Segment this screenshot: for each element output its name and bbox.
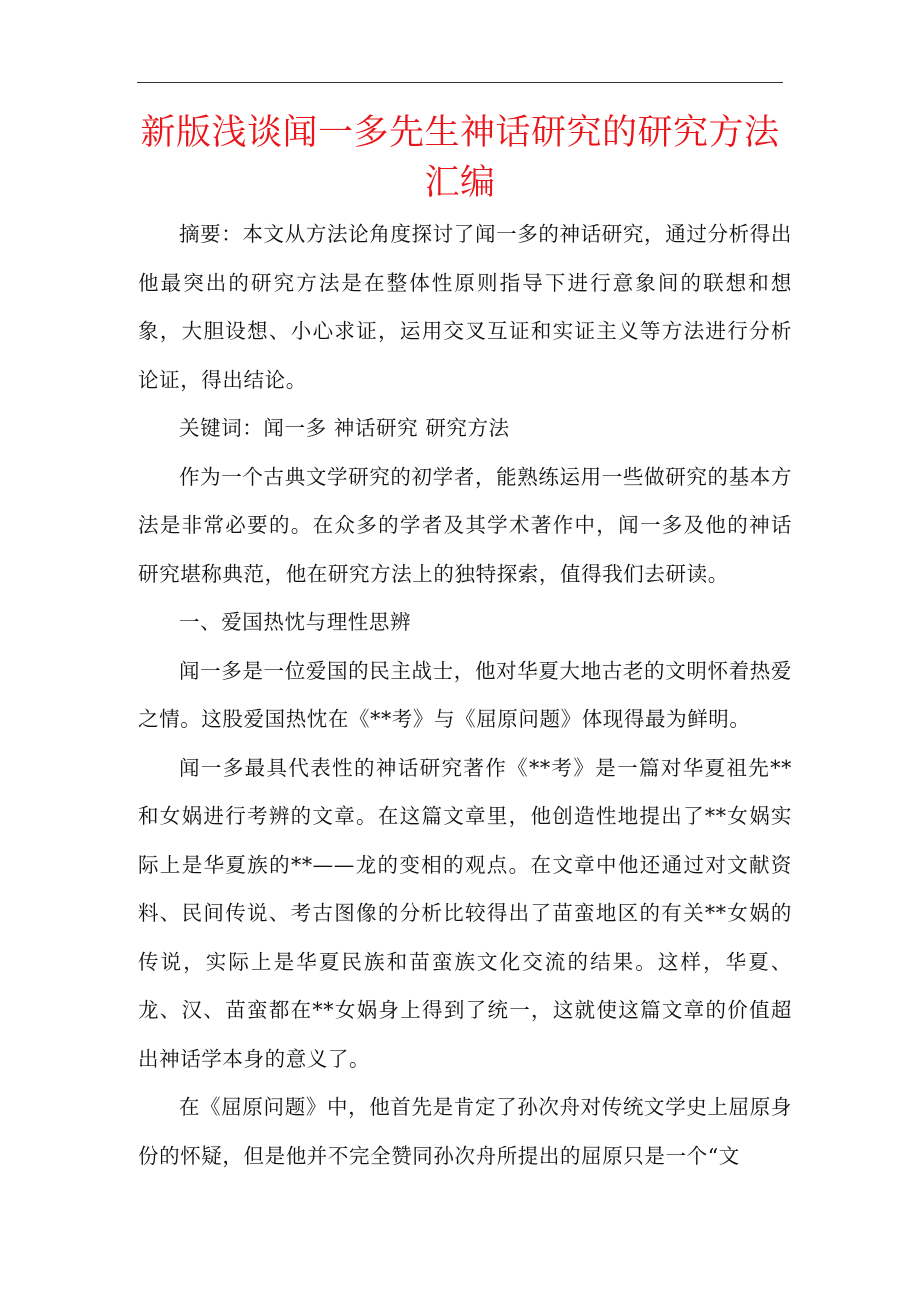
intro-paragraph: 作为一个古典文学研究的初学者，能熟练运用一些做研究的基本方法是非常必要的。在众多的学者及其学术著作中，闻一多及他的神话研究堪称典范，他在研究方法上的独特探索，值得我们去研读。 (138, 464, 792, 586)
document-body (138, 210, 792, 1180)
document-title: 新版浅谈闻一多先生神话研究的研究方法汇编 (140, 113, 780, 203)
header-rule (137, 82, 783, 83)
body-paragraph: 在《屈原问题》中，他首先是肯定了孙次舟对传统文学史上屈原身份的怀疑，但是他并不完全赞同孙次舟所提出的屈原只是一个“文 (138, 1095, 792, 1168)
body-paragraph: 闻一多是一位爱国的民主战士，他对华夏大地古老的文明怀着热爱之情。这股爱国热忱在《**考》与《屈原问题》体现得最为鲜明。 (138, 658, 792, 731)
keywords-paragraph: 关键词：闻一多 神话研究 研究方法 (179, 416, 510, 440)
body-paragraph: 闻一多最具代表性的神话研究著作《**考》是一篇对华夏祖先**和女娲进行考辨的文章。在这篇文章里，他创造性地提出了**女娲实际上是华夏族的**——龙的变相的观点。在文章中他还通过对文献资料、民间传说、考古图像的分析比较得出了苗蛮地区的有关**女娲的传说，实际上是华夏民族和苗蛮族文化交流的结果。这样，华夏、龙、汉、苗蛮都在**女娲身上得到了统一，这就使这篇文章的价值超出神话学本身的意义了。 (138, 755, 792, 1071)
abstract-paragraph: 摘要：本文从方法论角度探讨了闻一多的神话研究，通过分析得出他最突出的研究方法是在整体性原则指导下进行意象间的联想和想象，大胆设想、小心求证，运用交叉互证和实证主义等方法进行分析论证，得出结论。 (138, 222, 792, 392)
section-heading-1: 一、爱国热忱与理性思辨 (179, 610, 412, 634)
